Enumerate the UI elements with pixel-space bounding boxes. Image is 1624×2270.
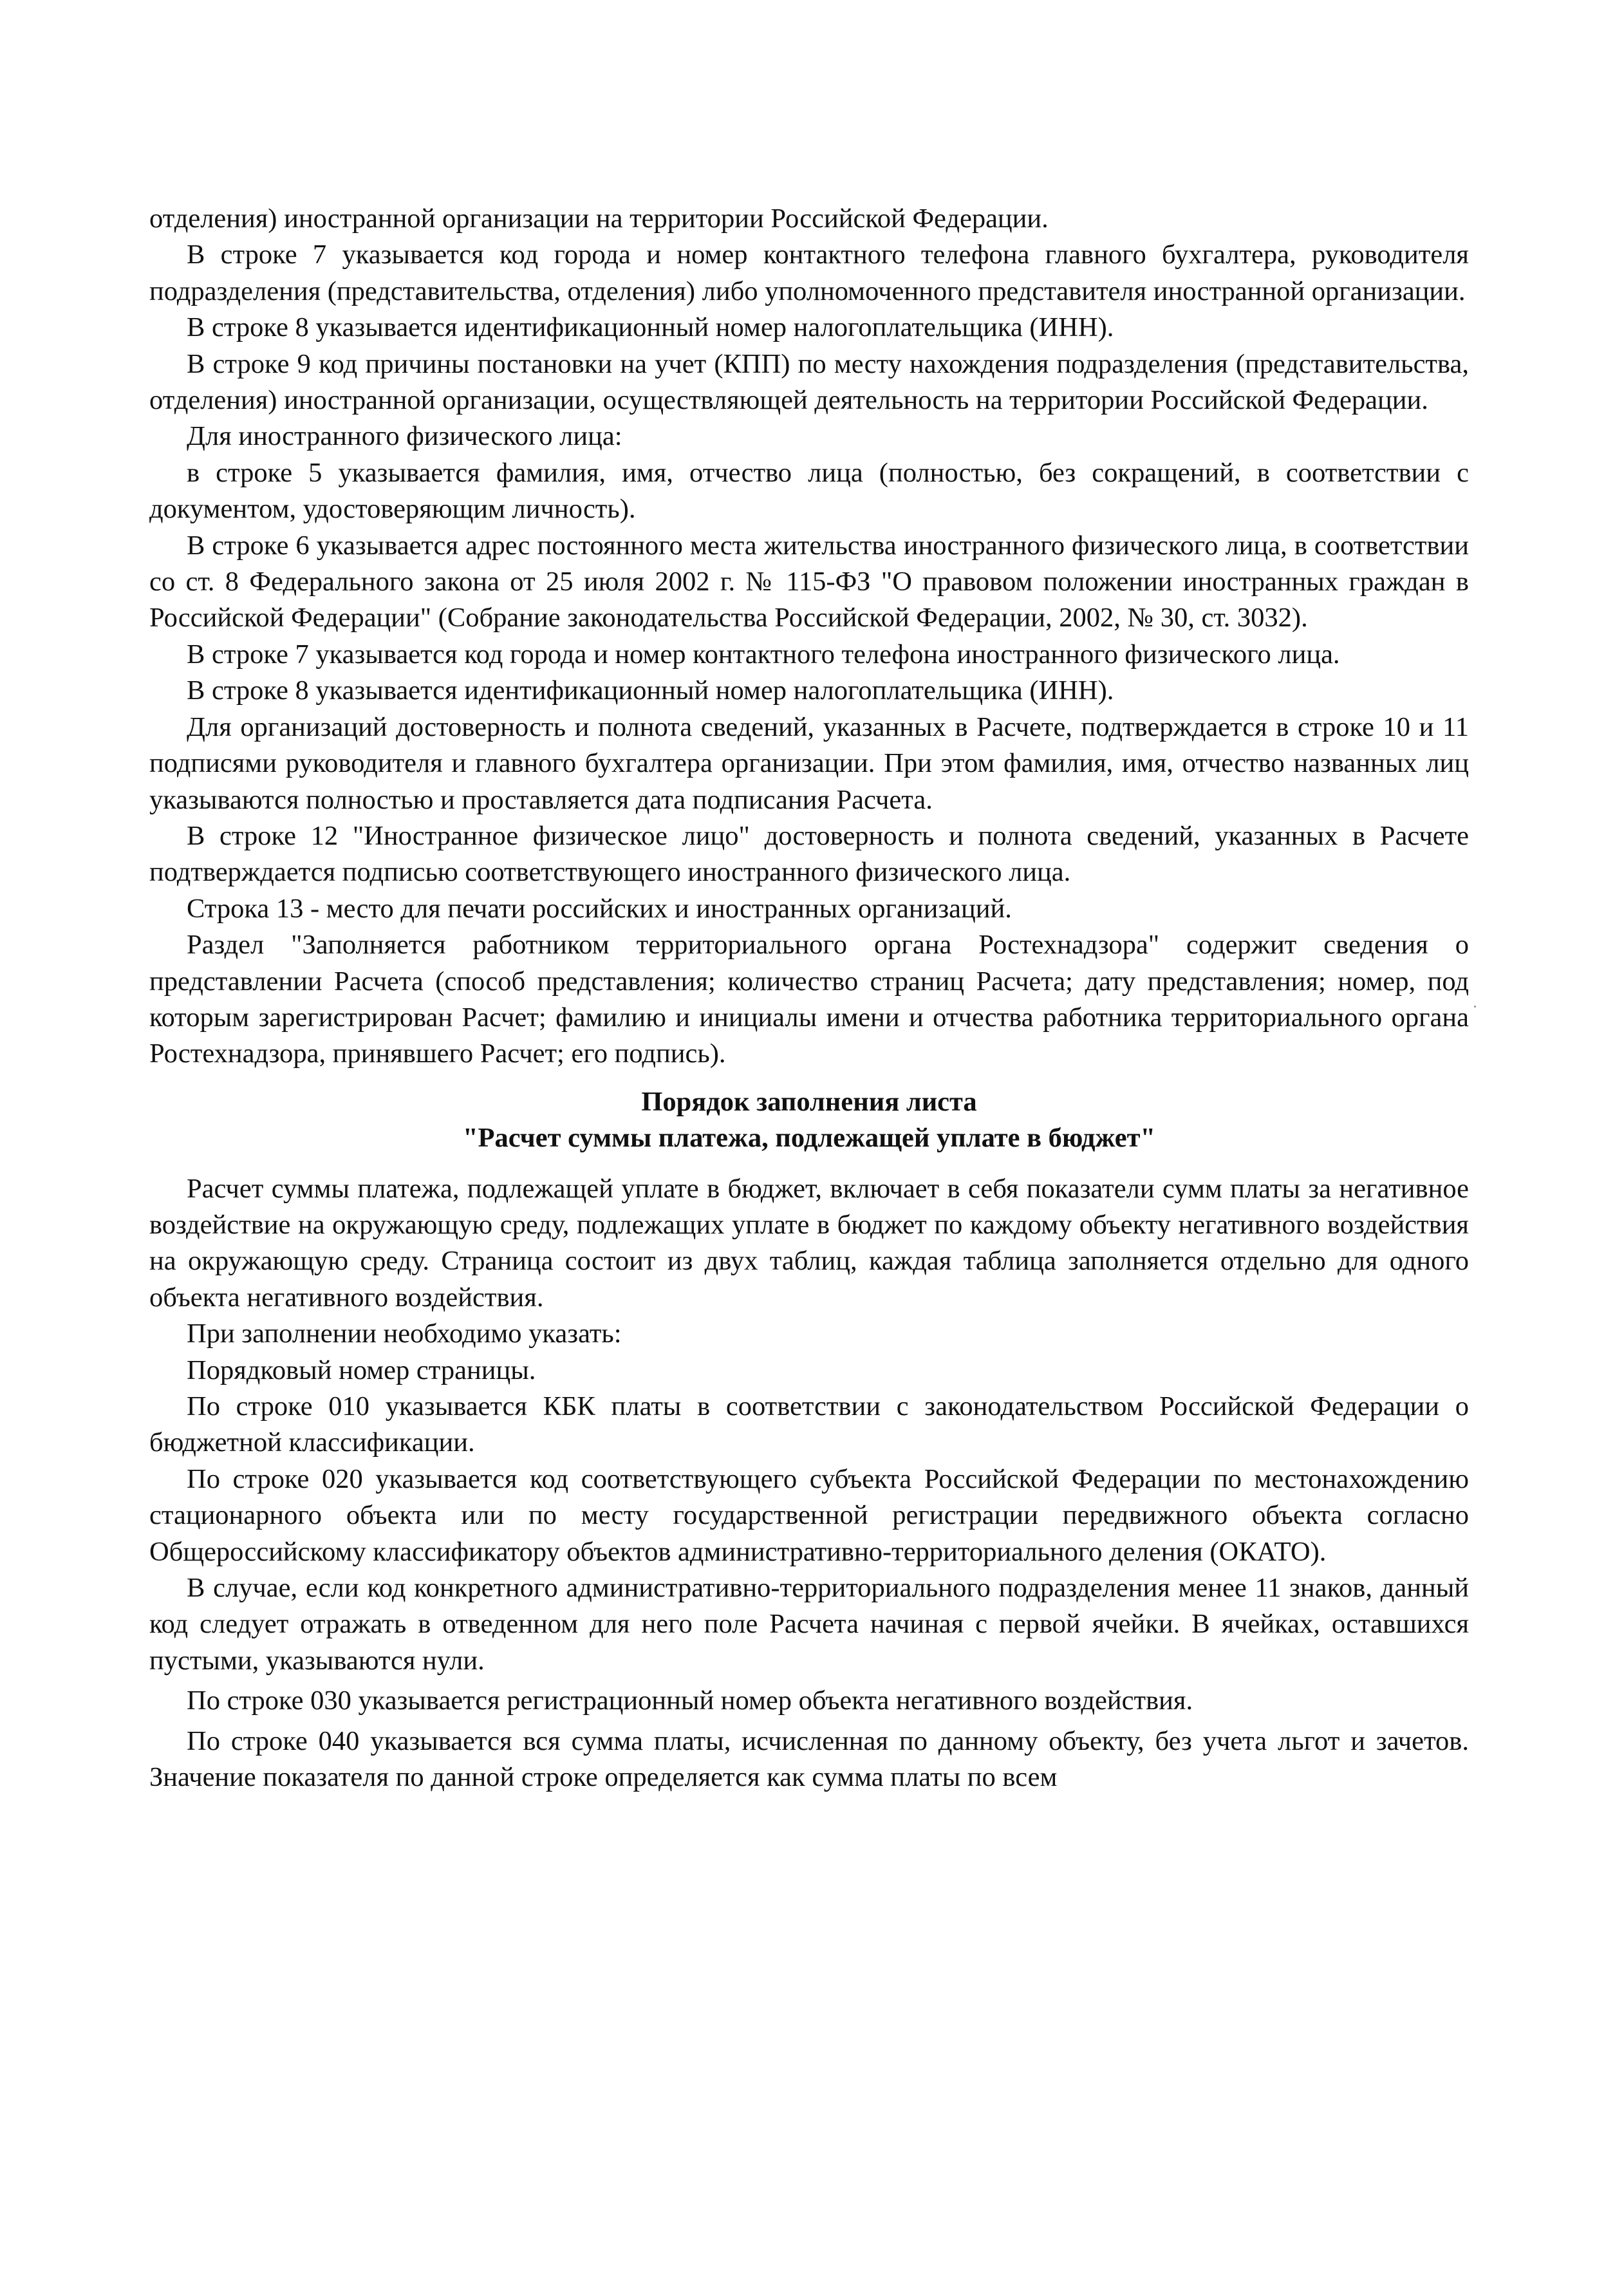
scan-speck	[1474, 1006, 1476, 1008]
paragraph-line13-stamp: Строка 13 - место для печати российских и иностранных организаций.	[187, 893, 1012, 924]
paragraph-okato-code: В случае, если код конкретного административно-территориального подразделения менее 11 знаков, данный код следует отражать в отведенном для него поле Расчета начиная с первой ячейки. В ячейках, оставшихся пустыми, указываются нули.	[149, 1573, 1469, 1676]
paragraph-line5-person: в строке 5 указывается фамилия, имя, отчество лица (полностью, без сокращений, в соответствии с документом, удостоверяющим личность).	[149, 457, 1469, 525]
paragraph-rostekhnadzor-section: Раздел "Заполняется работником территориального органа Ростехнадзора" содержит сведения о представлении Расчета (способ представления; количество страниц Расчета; дату представления; номер, под которым зарегистрирован Расчет; фамилию и инициалы имени и отчества работника территориального органа Ростехнадзора, принявшего Расчет; его подпись).	[149, 930, 1469, 1069]
paragraph-line7-person: В строке 7 указывается код города и номер контактного телефона иностранного физического лица.	[187, 639, 1340, 670]
paragraph-must-specify: При заполнении необходимо указать:	[187, 1318, 622, 1349]
paragraph-line8-person: В строке 8 указывается идентификационный номер налогоплательщика (ИНН).	[187, 675, 1114, 706]
paragraph-line030: По строке 030 указывается регистрационный номер объекта негативного воздействия.	[187, 1685, 1193, 1716]
paragraph-line12-person: В строке 12 "Иностранное физическое лицо" достоверность и полнота сведений, указанных в Расчете подтверждается подписью соответствующего иностранного физического лица.	[149, 820, 1469, 888]
paragraph-calculation-intro: Расчет суммы платежа, подлежащей уплате в бюджет, включает в себя показатели сумм платы за негативное воздействие на окружающую среду, подлежащих уплате в бюджет по каждому объекту негативного воздействия на окружающую среду. Страница состоит из двух таблиц, каждая таблица заполняется отдельно для одного объекта негативного воздействия.	[149, 1173, 1469, 1313]
paragraph-line8-org: В строке 8 указывается идентификационный номер налогоплательщика (ИНН).	[187, 312, 1114, 343]
section-heading	[149, 1084, 1469, 1157]
paragraph-line040: По строке 040 указывается вся сумма платы, исчисленная по данному объекту, без учета льгот и зачетов. Значение показателя по данной строке определяется как сумма платы по всем	[149, 1725, 1469, 1793]
section-heading-line1: Порядок заполнения листа	[641, 1086, 977, 1117]
document-page	[149, 201, 1469, 1796]
paragraph-line9-kpp: В строке 9 код причины постановки на учет (КПП) по месту нахождения подразделения (представительства, отделения) иностранной организации, осуществляющей деятельность на территории Российской Федерации.	[149, 348, 1469, 416]
paragraph-signatures-org: Для организаций достоверность и полнота сведений, указанных в Расчете, подтверждается в строке 10 и 11 подписями руководителя и главного бухгалтера организации. При этом фамилия, имя, отчество названных лиц указываются полностью и проставляется дата подписания Расчета.	[149, 711, 1469, 815]
paragraph-line020: По строке 020 указывается код соответствующего субъекта Российской Федерации по местонахождению стационарного объекта или по месту государственной регистрации передвижного объекта согласно Общероссийскому классификатору объектов административно-территориального деления (ОКАТО).	[149, 1463, 1469, 1567]
paragraph-continuation: отделения) иностранной организации на территории Российской Федерации.	[149, 203, 1049, 234]
paragraph-line7-org: В строке 7 указывается код города и номер контактного телефона главного бухгалтера, руководителя подразделения (представительства, отделения) либо уполномоченного представителя иностранной организации.	[149, 239, 1469, 306]
paragraph-foreign-person-intro: Для иностранного физического лица:	[187, 421, 622, 452]
paragraph-page-number: Порядковый номер страницы.	[187, 1355, 536, 1385]
section-heading-line2: "Расчет суммы платежа, подлежащей уплате в бюджет"	[462, 1123, 1156, 1154]
paragraph-line010: По строке 010 указывается КБК платы в соответствии с законодательством Российской Федерации о бюджетной классификации.	[149, 1391, 1469, 1458]
paragraph-line6-person: В строке 6 указывается адрес постоянного места жительства иностранного физического лица, в соответствии со ст. 8 Федерального закона от 25 июля 2002 г. № 115-ФЗ "О правовом положении иностранных граждан в Российской Федерации" (Собрание законодательства Российской Федерации, 2002, № 30, ст. 3032).	[149, 530, 1469, 633]
